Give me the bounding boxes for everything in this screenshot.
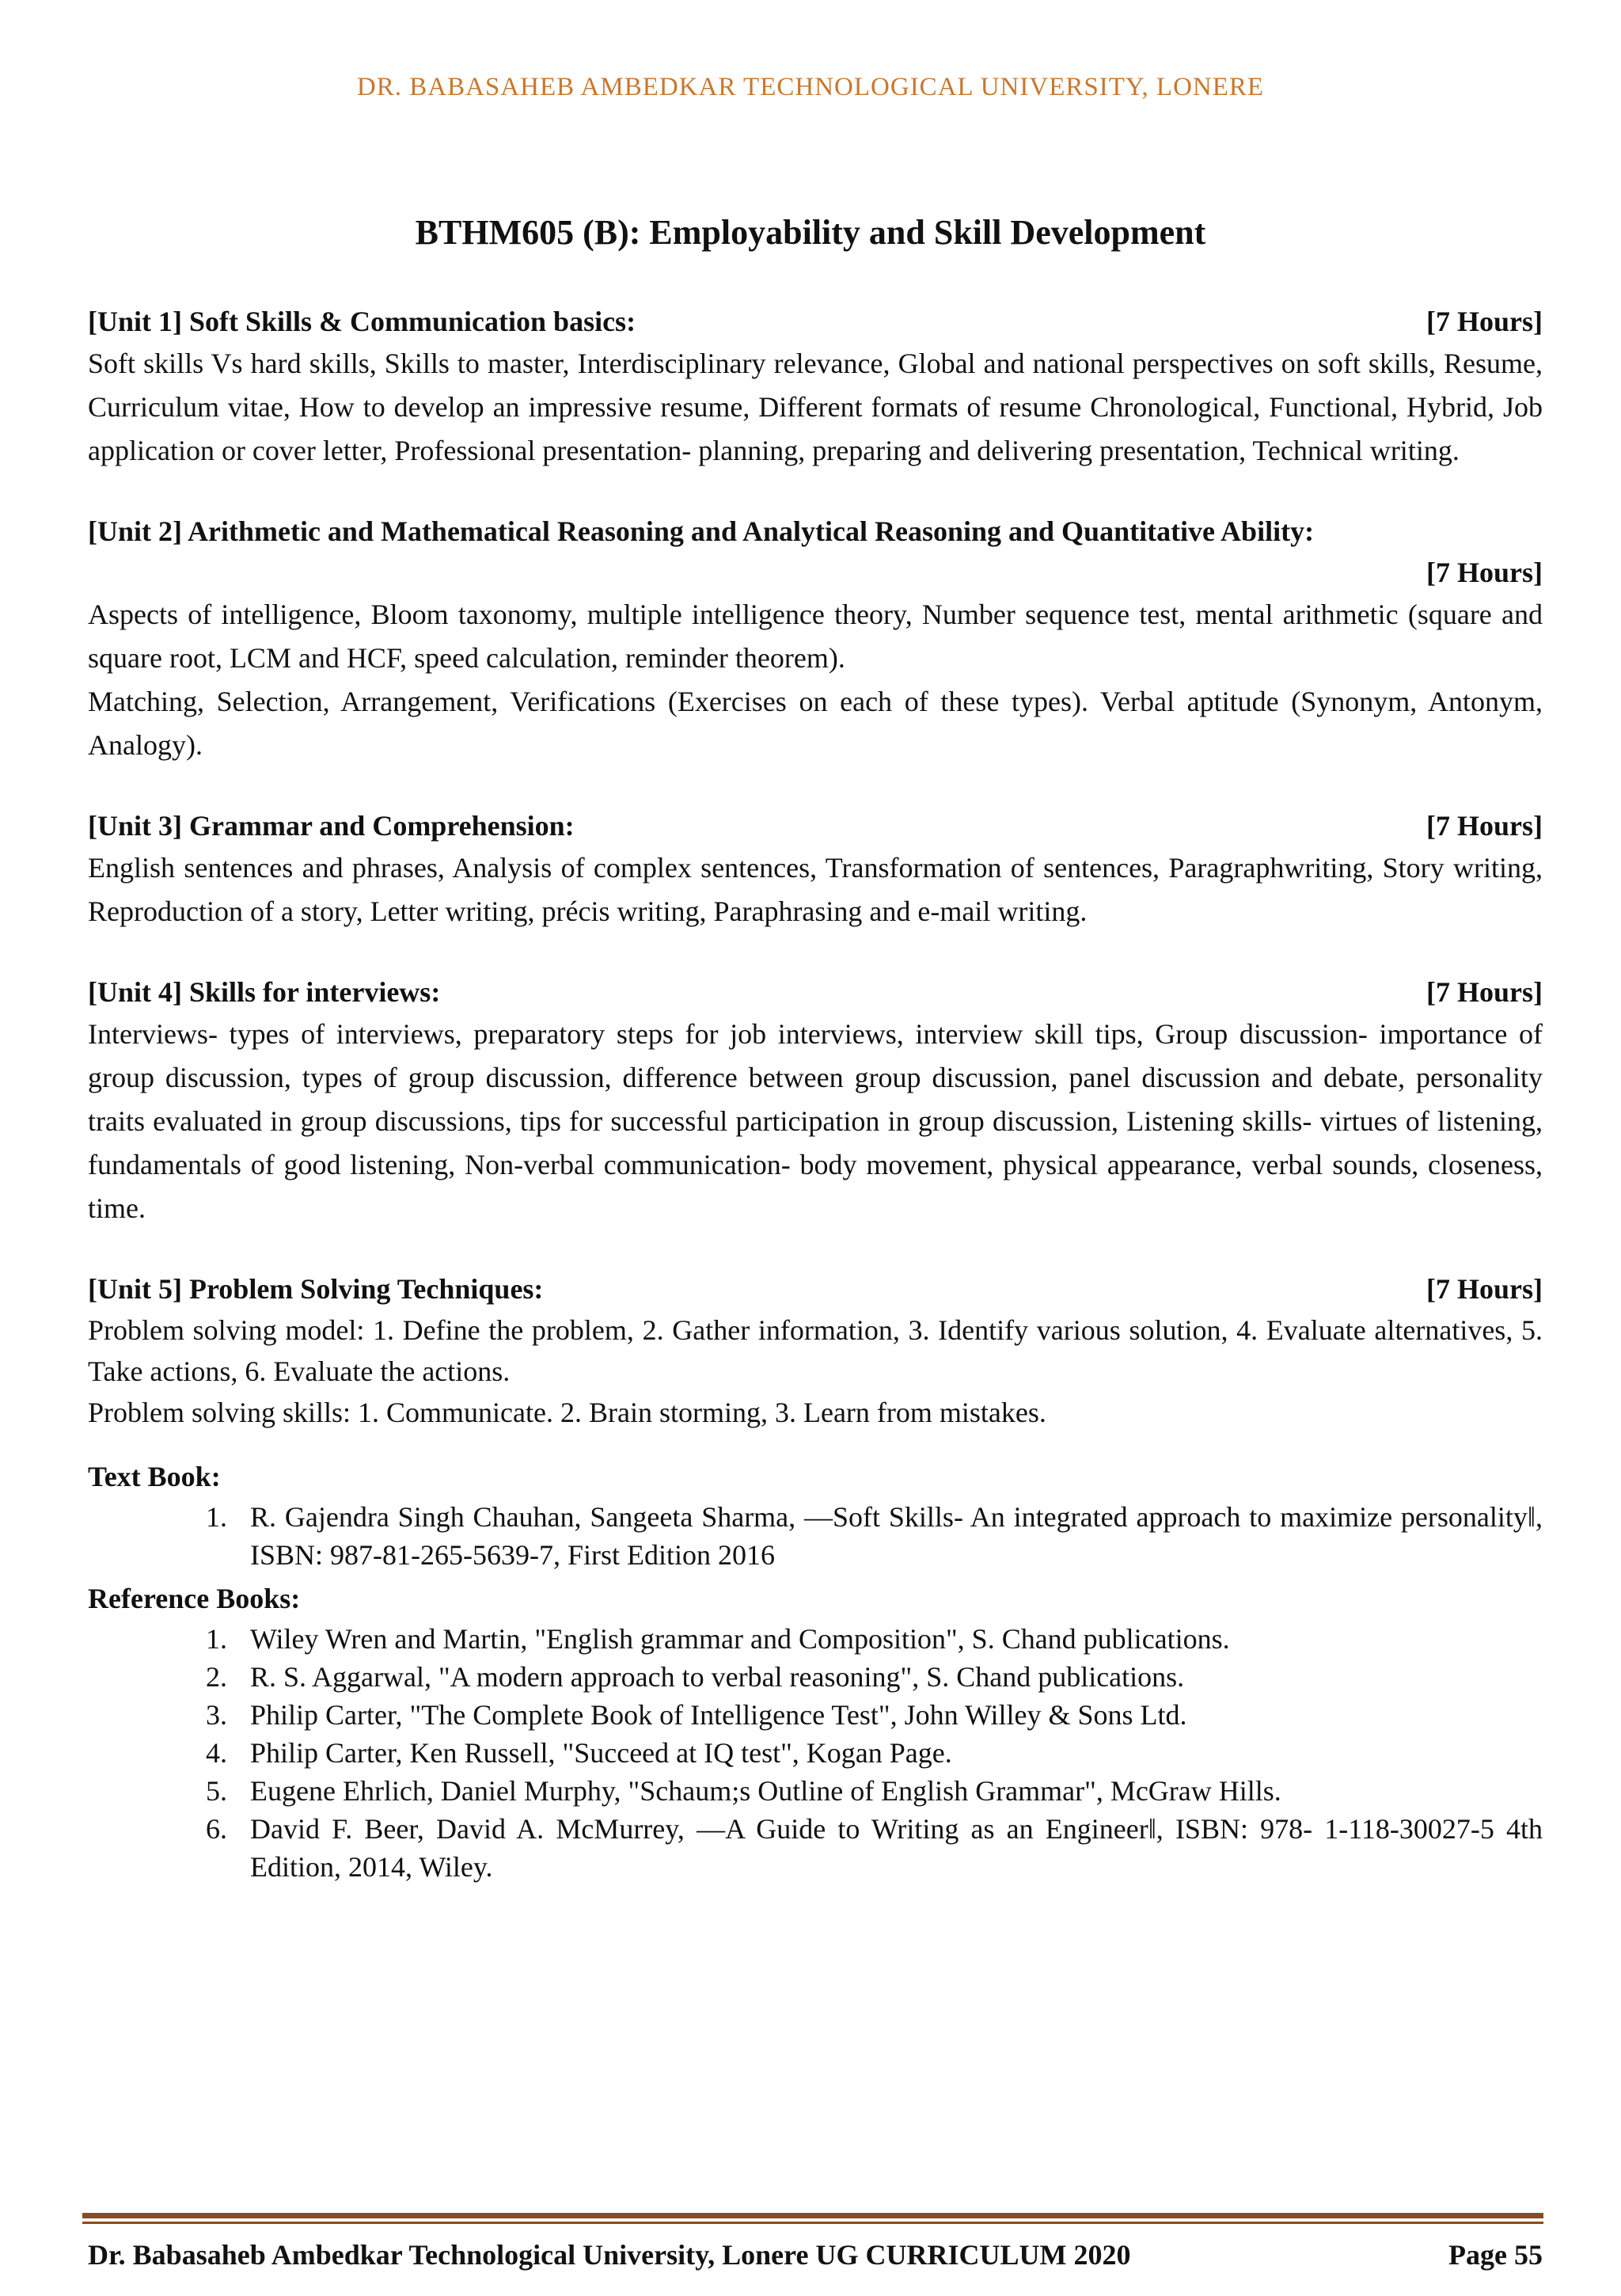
unit-5-body-1: Problem solving model: 1. Define the problem, 2. Gather information, 3. Identify various solution, 4. Evaluate alternatives, 5. Take actions, 6. Evaluate the actions. [88,1314,1543,1387]
footer-divider-thin [82,2222,1543,2224]
list-item: 1. R. Gajendra Singh Chauhan, Sangeeta Sharma, ―Soft Skills- An integrated approach to maximize personality‖, ISBN: 987-81-265-5639-7, First Edition 2016 [234,1498,1543,1574]
page-header: DR. BABASAHEB AMBEDKAR TECHNOLOGICAL UNIVERSITY, LONERE [356,73,1265,101]
reference-books-heading: Reference Books: [88,1583,301,1614]
reference-books-list [88,1620,1543,1886]
unit-4-heading: [Unit 4] Skills for interviews: [88,976,441,1008]
unit-3-hours: [7 Hours] [1426,810,1543,842]
unit-5-heading: [Unit 5] Problem Solving Techniques: [88,1273,544,1305]
course-title: BTHM605 (B): Employability and Skill Development [415,213,1206,252]
list-item: 5. Eugene Ehrlich, Daniel Murphy, "Schaum;s Outline of English Grammar", McGraw Hills. [234,1772,1543,1810]
unit-1-hours: [7 Hours] [1426,306,1543,337]
list-item: 4. Philip Carter, Ken Russell, "Succeed at IQ test", Kogan Page. [234,1734,1543,1772]
page-footer [88,2238,1543,2271]
unit-3-header [88,805,1543,846]
unit-5-body-2: Problem solving skills: 1. Communicate. 2. Brain storming, 3. Learn from mistakes. [88,1397,1046,1428]
list-item: 6. David F. Beer, David A. McMurrey, ―A Guide to Writing as an Engineer‖, ISBN: 978- 1-118-30027-5 4th Edition, 2014, Wiley. [234,1810,1543,1886]
list-item: 2. R. S. Aggarwal, "A modern approach to verbal reasoning", S. Chand publications. [234,1658,1543,1696]
text-book-heading: Text Book: [88,1461,221,1492]
unit-2 [88,511,1543,767]
unit-1-header [88,301,1543,342]
unit-2-body-2: Matching, Selection, Arrangement, Verifications (Exercises on each of these types). Verbal aptitude (Synonym, Antonym, Analogy). [88,686,1543,761]
unit-4 [88,971,1543,1230]
text-book-list [88,1498,1543,1574]
list-item: 1. Wiley Wren and Martin, "English grammar and Composition", S. Chand publications. [234,1620,1543,1658]
unit-1-body: Soft skills Vs hard skills, Skills to master, Interdisciplinary relevance, Global and national perspectives on soft skills, Resume, Curriculum vitae, How to develop an impressive resume, Different formats of resume Chronological, Functional, Hybrid, Job application or cover letter, Professional presentation- planning, preparing and delivering presentation, Technical writing. [88,348,1543,466]
unit-4-hours: [7 Hours] [1426,976,1543,1008]
unit-2-heading: [Unit 2] Arithmetic and Mathematical Reasoning and Analytical Reasoning and Quantitative Ability: [88,515,1315,547]
unit-3 [88,805,1543,933]
unit-2-body-1: Aspects of intelligence, Bloom taxonomy, multiple intelligence theory, Number sequence test, mental arithmetic (square and square root, LCM and HCF, speed calculation, reminder theorem). [88,599,1543,674]
unit-4-body: Interviews- types of interviews, preparatory steps for job interviews, interview skill tips, Group discussion- importance of group discussion, types of group discussion, difference between group discussion, panel discussion and debate, personality traits evaluated in group discussions, tips for successful participation in group discussion, Listening skills- virtues of listening, fundamentals of good listening, Non-verbal communication- body movement, physical appearance, verbal sounds, closeness, time. [88,1018,1543,1224]
unit-3-body: English sentences and phrases, Analysis of complex sentences, Transformation of sentences, Paragraphwriting, Story writing, Reproduction of a story, Letter writing, précis writing, Paraphrasing and e-mail writing. [88,852,1543,927]
list-item: 3. Philip Carter, "The Complete Book of Intelligence Test", John Willey & Sons Ltd. [234,1696,1543,1734]
unit-2-header [88,511,1543,593]
page-number: Page 55 [1448,2239,1543,2271]
unit-1 [88,301,1543,473]
unit-5-header [88,1268,1543,1310]
unit-5 [88,1268,1543,1433]
footer-institution: Dr. Babasaheb Ambedkar Technological University, Lonere UG CURRICULUM 2020 [88,2239,1131,2271]
unit-1-heading: [Unit 1] Soft Skills & Communication basics: [88,306,636,337]
unit-2-hours: [7 Hours] [1426,557,1543,588]
unit-5-hours: [7 Hours] [1426,1273,1543,1305]
unit-3-heading: [Unit 3] Grammar and Comprehension: [88,810,575,842]
unit-4-header [88,971,1543,1013]
syllabus-content [88,301,1543,1886]
footer-divider [82,2213,1543,2218]
